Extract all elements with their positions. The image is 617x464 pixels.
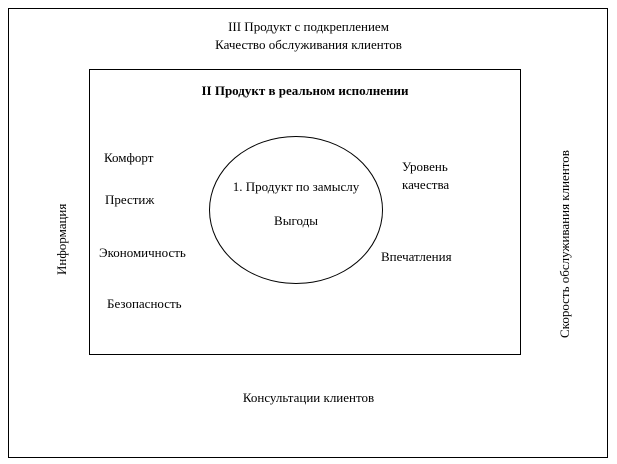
information-label: Информация (54, 203, 69, 275)
comfort-label: Комфорт (104, 150, 154, 165)
safety-label: Безопасность (107, 296, 182, 311)
impressions-label: Впечатления (381, 249, 452, 264)
economy-label: Экономичность (99, 245, 186, 260)
actual-product-title: II Продукт в реальном исполнении (201, 83, 409, 98)
quality-level-label-line2: качества (402, 177, 450, 192)
quality-level-label-line1: Уровень (402, 159, 448, 174)
customer-consultation-label: Консультации клиентов (242, 390, 375, 405)
service-speed-label: Скорость обслуживания клиентов (557, 150, 572, 338)
core-product-circle (209, 136, 383, 284)
service-quality-label: Качество обслуживания клиентов (215, 37, 402, 52)
core-product-title: 1. Продукт по замыслу (232, 179, 360, 194)
prestige-label: Престиж (105, 192, 155, 207)
benefits-label: Выгоды (274, 213, 318, 228)
augmented-product-title: III Продукт с подкреплением (228, 19, 389, 34)
